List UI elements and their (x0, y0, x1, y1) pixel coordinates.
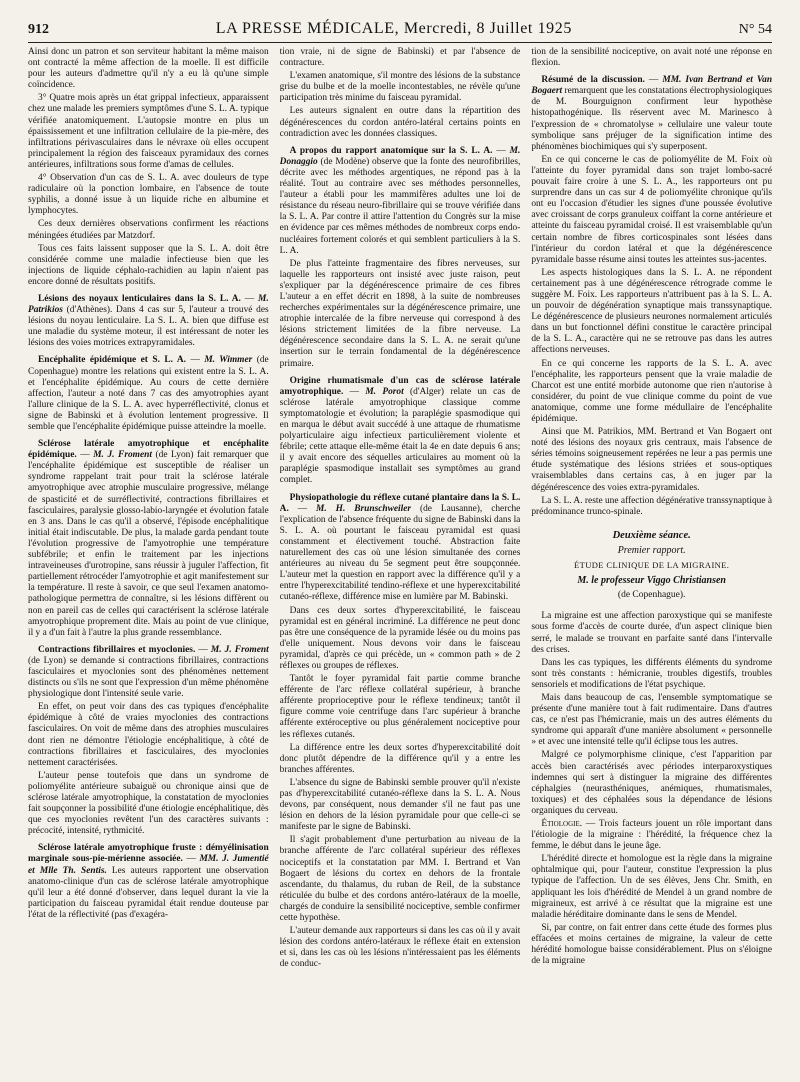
section-author: MM. Ivan Bertrand et Van Bogaert (531, 75, 773, 97)
paragraph: Les auteurs signalent en outre dans la répartition des dégénérescences du cordon antéro-latéral certains points en contradiction avec les données classiques. (279, 106, 521, 139)
paragraph: tion vraie, ni de signe de Babinski) et par l'absence de contracture. (279, 47, 521, 69)
section-author: M. J. Froment (210, 644, 269, 655)
section-title: Origine rhumatismale d'un cas de sclérose latérale amyotrophique. (279, 375, 521, 397)
paragraph: La migraine est une affection paroxystique qui se manifeste sous forme d'accès de courte durée, d'un aspect clinique bien serré, le malade se trouvant en parfaite santé dans l'intervalle des crises. (531, 611, 773, 655)
paragraph: L'hérédité directe et homologue est la règle dans la migraine ophtalmique qui, pour l'auteur, constitue l'expression la plus typique de l'affection. Un de ses élèves, Jens Chr. Smith, en appliquant les lois d'hérédité de Mendel à un grand nombre de migraineux, est arrivé à ce résultat que la migraine est une maladie héréditaire dominante dans le sens de Mendel. (531, 854, 773, 920)
paragraph: tion de la sensibilité nociceptive, on avait noté une réponse en flexion. (531, 47, 773, 69)
paragraph: La différence entre les deux sortes d'hyperexcitabilité doit donc plutôt dépendre de la différence qu'il y a entre les branches afférentes. (279, 742, 521, 775)
section-patrikios: Lésions des noyaux lenticulaires dans la S. L. A. — M. Patrikios (d'Athènes). Dans 4 cas sur 5, l'auteur a trouvé des lésions du noyau lenticulaire. La S. L. A. bien que diffuse est une maladie du système moteur, il est intéressant de noter les lésions des voies motrices extrapyramidales. (28, 293, 269, 349)
paragraph: De plus l'atteinte fragmentaire des fibres nerveuses, sur laquelle les rapporteurs ont insisté avec juste raison, peut s'expliquer par la dégénérescence primaire de ces fibres L'auteur a en effet décrit en 1898, à la suite de nombreuses recherches expérimentales sur la dégénérescence primaire, une atrophie intercalée de la fibre nerveuse qui correspond à des lésions strictement limitées de la fibre nerveuse. La dégénérescence secondaire dans la S. L. A. ne serait qu'une insertion sur le terrain fondamental de la dégénérescence primaire. (279, 258, 521, 369)
paragraph: Ainsi donc un patron et son serviteur habitant la même maison ont contracté la même affection de la moelle. Il est difficile pour les auteurs d'admettre qu'il n'y a eu là qu'une simple coïncidence. (28, 47, 269, 91)
paragraph: Ainsi que M. Patrikios, MM. Bertrand et Van Bogaert ont noté des lésions des noyaux gris centraux, mais l'absence de séries témoins soigneusement repérées ne leur a pas permis une étude systématique des lésions striées et sous-optiques vraisemblables dans certains cas, à en juger par la dégénérescence des voies extra-pyramidales. (531, 427, 773, 493)
journal-title: LA PRESSE MÉDICALE, (215, 20, 400, 37)
paragraph: Ces deux dernières observations confirment les réactions méningées étudiées par Matzdorf. (28, 219, 269, 241)
section-author: M. Donaggio (279, 145, 521, 167)
paragraph: En ce qui concerne les rapports de la S. L. A. avec l'encéphalite, les rapporteurs pensent que la vraie maladie de Charcot est une entité morbide autonome que rien n'autorise à considérer, du point de vue clinique comme du point de vue anatomique, comme une forme médullaire de l'encéphalite épidémique. (531, 358, 773, 424)
section-froment-1: Sclérose latérale amyotrophique et encéphalite épidémique. — M. J. Froment (de Lyon) fait remarquer que l'encéphalite épidémique est susceptible de réaliser un syndrome rappelant trait pour trait la sclérose latérale amyotrophique avec atrophie musculaire progressive, mélange de spasticité et de surréflectivité, contractions fibrillaires et fasciculaires, paralysie glosso-labio-laryngée et évolution fatale en 3 ans. Dans le cas qu'il a observé, l'épisode encéphalitique initial était indiscutable. De plus, la malade garda pendant toute l'évolution progressive de l'amyotrophie une température subfébrile; et enfin le traitement par les injections intraveineuses d'urotropine, sans réussir à juguler l'affection, fit partiellement rétrocéder l'amyotrophie et agit manifestement sur la température. Il reste à savoir, ce que seul l'examen anatomo-pathologique permettra de connaître, si les lésions diffèrent ou non en pareil cas de celles qui caractérisent la sclérose latérale amyotrophique proprement dite. Mais au point de vue clinique, il y a d'un fait à l'autre la plus grande ressemblance. (28, 439, 269, 638)
paragraph: Si, par contre, on fait entrer dans cette étude des formes plus effacées et moins certaines de migraine, la valeur de cette hérédité homologue baisse considérablement. Plus on s'éloigne de la migraine (531, 922, 773, 967)
paragraph: Dans ces deux sortes d'hyperexcitabilité, le faisceau pyramidal est en général incriminé. La différence ne peut donc pas être une conséquence de la pyramide lésée ou du moins pas d'elle uniquement. Nous devons voir dans le faisceau pyramidal, d'après ce qui précède, un « common path » de 2 réflexes ou groupes de réflexes. (279, 605, 521, 671)
section-jumentie: Sclérose latérale amyotrophique fruste : démyélinisation marginale sous-pie-mérienne associée. — MM. J. Jumentié et Mlle Th. Sentis. Les auteurs rapportent une observation anatomo-clinique d'un cas de sclérose latérale amyotrophique qu'il leur a été donné d'observer, dans lequel durant la vie la participation du faisceau pyramidal était rendue douteuse par l'état de la réflectivité (pas d'exagéra- (28, 843, 269, 920)
paragraph: Tous ces faits laissent supposer que la S. L. A. doit être considérée comme une maladie infectieuse bien que les injections de liquide céphalo-rachidien au lapin n'aient pas encore donné de résultats positifs. (28, 243, 269, 287)
section-author: M. H. Brunschweiler (316, 503, 412, 514)
paragraph: Malgré ce polymorphisme clinique, c'est l'apparition par accès bien caractérisés avec périodes interparoxystiques indemnes qui sert à distinguer la migraine des différentes céphalgies (neurasthéniques, anémiques, rhumatismales, toxiques) et des céphalées sous la dépendance de lésions organiques du cerveau. (531, 750, 773, 816)
subsection-text: — Trois facteurs jouent un rôle important dans l'étiologie de la migraine : l'hérédité, la fréquence chez la femme, le début dans le jeune âge. (531, 819, 773, 852)
paragraph: L'auteur pense toutefois que dans un syndrome de poliomyélite antérieure subaiguë ou chronique ainsi que de sclérose latérale amyotrophique, la constatation de myoclonies fait soupçonner la possibilité d'une étiologie encéphalitique, dès que ces myoclonies revêtent l'un des caractères suivants : précocité, intensité, rythmicité. (28, 770, 269, 837)
section-text: (de Lyon) fait remarquer que l'encéphalite épidémique est susceptible de réaliser un syndrome rappelant trait pour trait la sclérose latérale amyotrophique avec atrophie musculaire progressive, mélange de spasticité et de surréflectivité, contractions fibrillaires et fasciculaires, paralysie glosso-labio-laryngée et évolution fatale en 3 ans. Dans le cas qu'il a observé, l'épisode encéphalitique initial était indiscutable. De plus, la malade garda pendant toute l'évolution progressive de l'amyotrophie une température subfébrile; et enfin le traitement par les injections intraveineuses d'urotropine, sans réussir à juguler l'affection, fit partiellement rétrocéder l'amyotrophie et agit manifestement sur la température. Il reste à savoir, ce que seul l'examen anatomo-pathologique permettra de connaître, si les lésions diffèrent ou non en pareil cas de celles qui caractérisent la sclérose latérale amyotrophique proprement dite. Mais au point de vue clinique, il y a d'un fait à l'autre la plus grande ressemblance. (28, 450, 269, 638)
report-author: M. le professeur Viggo Christiansen (577, 575, 726, 587)
column-right (531, 47, 772, 1076)
report-heading: Premier rapport. (617, 544, 686, 556)
section-porot: Origine rhumatismale d'un cas de sclérose latérale amyotrophique. — M. Porot (d'Alger) relate un cas de sclérose latérale amyotrophique classique comme symptomatologie et évolution; la paraplégie spasmodique qui en marqua le début avait succédé à une attaque de rhumatisme polyarticulaire aigu infectieux particulièrement violente et fébrile; cette attaque elle-même était la 4e en date depuis 6 ans; il y avait encore des séquelles articulaires au moment où la paraplégie spasmodique installait ses symptômes au grand complet. (279, 375, 521, 486)
section-text: (d'Alger) relate un cas de sclérose latérale amyotrophique classique comme symptomatologie et évolution; la paraplégie spasmodique qui en marqua le début avait succédé à une attaque de rhumatisme polyarticulaire aigu infectieux particulièrement violente et fébrile; cette attaque elle-même était la 4e en date depuis 6 ans; il y avait encore des séquelles articulaires au moment où la paraplégie spasmodique installait ses symptômes au grand complet. (279, 386, 521, 486)
section-text: Les auteurs rapportent une observation anatomo-clinique d'un cas de sclérose latérale amyotrophique qu'il leur a été donné d'observer, dans lequel durant la vie la participation du faisceau pyramidal était rendue douteuse par l'état de la réflectivité (pas d'exagéra- (28, 865, 269, 920)
session-heading: Deuxième séance. (612, 529, 691, 541)
section-text: remarquent que les constatations électrophysiologiques de M. Bourguignon confirment leur hypothèse histopathogénique. Ils réservent avec M. Marinesco à l'expression de « chromatolyse » cellulaire une valeur toute symbolique sans préjuger de la signification intime des phénomènes biochimiques qui s'y superposent. (531, 86, 773, 152)
paragraph: L'examen anatomique, s'il montre des lésions de la substance grise du bulbe et de la moelle incontestables, ne révèle qu'une participation très minime du faisceau pyramidal. (279, 71, 521, 104)
paragraph: 4° Observation d'un cas de S. L. A. avec douleurs de type radiculaire où la ponction lombaire, en l'absence de toute syphilis, a donné issue à un liquide riche en albumine et lymphocytes. (28, 173, 269, 217)
section-author: M. J. Froment (93, 450, 152, 461)
paragraph: Il s'agit probablement d'une perturbation au niveau de la branche afférente de l'arc collatéral supérieur des réflexes nociceptifs et la constatation par MM. I. Bertrand et Van Bogaert de lésions du cortex en dehors de la frontale ascendante, du thalamus, du ruban de Reil, de la substance réticulée du bulbe et des cordons antéro-latéraux de la moelle, chargés de conduire la sensibilité nociceptive, semble confirmer cette hypothèse. (279, 835, 521, 924)
paragraph: Tantôt le foyer pyramidal fait partie comme branche efférente de l'arc réflexe collatéral supérieur, à branche afférente proprioceptive pour le réflexe tendineux; tantôt il figure comme voie centrifuge dans l'arc supérieur à branche afférente extéroceptive ou plus généralement nociceptive pour les réflexes cutanés. (279, 674, 521, 740)
text-columns (28, 47, 772, 1076)
issue-number: N° 54 (738, 22, 772, 37)
section-title: A propos du rapport anatomique sur la S. L. A. (289, 145, 493, 156)
paragraph: L'absence du signe de Babinski semble prouver qu'il n'existe pas d'hyperexcitabilité cutanéo-réflexe dans la S. L. A. Nous devons, par conséquent, nous demander s'il ne faut pas une lésion en dehors de la lésion pyramidale pour que celle-ci se manifeste par le signe de Babinski. (279, 777, 521, 833)
issue-date: Mercredi, 8 Juillet 1925 (403, 20, 572, 37)
section-title: Sclérose latérale amyotrophique fruste : démyélinisation marginale sous-pie-mérienne associée. (28, 843, 269, 865)
paragraph: La S. L. A. reste une affection dégénérative transsynaptique à prédominance trunco-spinale. (531, 495, 773, 517)
section-author: MM. J. Jumentié et Mlle Th. Sentis. (28, 854, 269, 876)
section-title: Physiopathologie du réflexe cutané plantaire dans la S. L. A. (279, 492, 521, 514)
section-brunschweiler: Physiopathologie du réflexe cutané plantaire dans la S. L. A. — M. H. Brunschweiler (de Lausanne), cherche l'explication de l'absence fréquente du signe de Babinski dans la S. L. A. où pourtant le faisceau pyramidal est quasi constamment et électivement touché. Abstraction faite naturellement des cas où une lésion simultanée des cornes antérieures au niveau du 5e segment peut être soupçonnée. L'auteur met la question en rapport avec la différence qu'il y a entre l'hyperexcitabilité tendino-réflexe et une hyperexcitabilité cutanéo-réflexe, différence mise en lumière par M. Babinski. (279, 492, 521, 603)
section-text: (de Copenhague) montre les relations qui existent entre la S. L. A. et l'encéphalite épidémique. Au cours de cette dernière affection, l'auteur a noté dans 7 cas des amyotrophies ayant l'allure clinique de la S. L. A. avec hyperréflectivité, clonus et signe de Babinski et à évolution lentement progressive. Il semble que l'encéphalite épidémique puisse atteindre la moelle. (28, 355, 269, 432)
column-left (28, 47, 269, 1076)
paragraph: Les aspects histologiques dans la S. L. A. ne répondent certainement pas à une dégénérescence rétrograde comme le suggère M. Foix. Les rapporteurs n'attribuent pas à la S. L. A. un pouvoir de dégénération synaptique mais transsynaptique. Le dégénérescence de plusieurs neurones normalement articulés dans un but fonctionnel défini constitue le caractère principal de la S. L. A., caractère qui ne se retrouve pas dans les autres affections nerveuses. (531, 267, 773, 356)
section-wimmer: Encéphalite épidémique et S. L. A. — M. Wimmer (de Copenhague) montre les relations qui existent entre la S. L. A. et l'encéphalite épidémique. Au cours de cette dernière affection, l'auteur a noté dans 7 cas des amyotrophies ayant l'allure clinique de la S. L. A. avec hyperréflectivité, clonus et signe de Babinski et à évolution lentement progressive. Il semble que l'encéphalite épidémique puisse atteindre la moelle. (28, 355, 269, 432)
section-discussion-summary: Résumé de la discussion. — MM. Ivan Bertrand et Van Bogaert remarquent que les constatations électrophysiologiques de M. Bourguignon confirment leur hypothèse histopathogénique. Ils réservent avec M. Marinesco à l'expression de « chromatolyse » cellulaire une valeur toute symbolique sans préjuger de la signification intime des phénomènes biochimiques qui s'y superposent. (531, 75, 773, 152)
section-title: Résumé de la discussion. (541, 75, 645, 86)
section-title: Contractions fibrillaires et myoclonies. (38, 644, 196, 655)
section-title: Lésions des noyaux lenticulaires dans la S. L. A. (38, 293, 241, 304)
section-text: (de Modène) observe que la fonte des neurofibrilles, décrite avec les méthodes argentiques, ne répond pas à la réalité. Tout au contraire avec ses méthodes personnelles, l'auteur a établi pour les mammifères adultes une loi de résistance du réseau neuro-fibrillaire qui se trouve vérifiée dans la S. L. A. Par contre il attire l'attention du Congrès sur la mise en évidence par ces mêmes méthodes de nombreux corps endo-nucléaires fortement colorés et qui semblent particuliers à la S. L. A. (279, 156, 521, 256)
paragraph: L'auteur demande aux rapporteurs si dans les cas où il y avait lésion des cordons antéro-latéraux le réflexe était en extension et si, dans les cas où les lésions n'intéressaient pas les éléments de conduc- (279, 926, 521, 970)
section-title: Sclérose latérale amyotrophique et encéphalite épidémique. (28, 439, 269, 461)
paragraph: Dans les cas typiques, les différents éléments du syndrome sont très constants : hémicranie, troubles digestifs, troubles sensoriels et modifications de l'état psychique. (531, 657, 773, 690)
paragraph: Mais dans beaucoup de cas, l'ensemble symptomatique se présente d'une manière tout à fait rudimentaire. Dans d'autres cas, ce n'est pas l'hémicranie, mais un des autres éléments du syndrome qui apparaît d'une manière absolument « personnelle » et avec une intensité telle qu'il éclipse tous les autres. (531, 692, 773, 748)
section-text: (d'Athènes). Dans 4 cas sur 5, l'auteur a trouvé des lésions du noyau lenticulaire. La S. L. A. bien que diffuse est une maladie du système moteur, il est intéressant de noter les lésions des voies motrices extrapyramidales. (28, 305, 269, 349)
section-title: Encéphalite épidémique et S. L. A. (38, 355, 187, 366)
section-froment-2: Contractions fibrillaires et myoclonies. — M. J. Froment (de Lyon) se demande si contractions fibrillaires, contractions fasciculaires et myoclonies sont des phénomènes nettement distincts ou s'ils ne sont que l'expression d'un même phénomène physiologique dont l'intensité seule varie. (28, 644, 269, 700)
paragraph: 3° Quatre mois après un état grippal infectieux, apparaissent chez une malade les premiers symptômes d'une S. L. A. typique vérifiée anatomiquement. L'autopsie montre en plus un épaississement et une infiltration cellulaire de la pie-mère, des infiltrations périvasculaires dans le névraxe où elles occupent principalement la région des faisceaux pyramidaux des cornes antérieures, infiltrations sous forme d'amas de cellules. (28, 93, 269, 170)
study-heading: ÉTUDE CLINIQUE DE LA MIGRAINE. (574, 560, 730, 571)
section-author: M. Wimmer (204, 355, 253, 366)
report-author-origin: (de Copenhague). (617, 590, 686, 601)
page-number: 912 (28, 22, 49, 37)
paragraph: En ce qui concerne le cas de poliomyélite de M. Foix où l'atteinte du foyer pyramidal dans son trajet lombo-sacré pouvait faire croire à une S. L. A., les rapporteurs ont pu surprendre dans un cas sur 4 de poliomyélite chronique qu'ils ont eu l'occasion d'étudier les signes d'une poussée évolutive avec croissant de corps granuleux coiffant la corne antérieure et atteinte du faisceau pyramidal croisé. Il est vraisemblable qu'un certain nombre de fibres corticospinales sont lésées dans l'intérieur du cordon latéral et que la dégénérescence pyramidale basse résume ainsi toutes les atteintes sus-jacentes. (531, 154, 773, 265)
paragraph: En effet, on peut voir dans des cas typiques d'encéphalite épidémique à côté de vraies myoclonies des contractions fasciculaires. On voit de même dans des atrophies musculaires dont rien ne démontre l'étiologie encéphalitique, à côté de contractions fibrillaires et fasciculaires, des myoclonies nettement caractérisées. (28, 702, 269, 768)
column-middle (280, 47, 521, 1076)
page-header (28, 8, 772, 43)
subsection-lead: Étiologie. (541, 819, 583, 829)
masthead (216, 20, 572, 38)
section-donaggio: A propos du rapport anatomique sur la S. L. A. — M. Donaggio (de Modène) observe que la fonte des neurofibrilles, décrite avec les méthodes argentiques, ne répond pas à la réalité. Tout au contraire avec ses méthodes personnelles, l'auteur a établi pour les mammifères adultes une loi de résistance du réseau neuro-fibrillaire qui se trouve vérifiée dans la S. L. A. Par contre il attire l'attention du Congrès sur la mise en évidence par ces mêmes méthodes de nombreux corps endo-nucléaires fortement colorés et qui semblent particuliers à la S. L. A. (279, 145, 521, 256)
section-author: M. Porot (365, 386, 404, 397)
paragraph-etiologie (531, 819, 772, 852)
section-author: M. Patrikios (28, 293, 269, 316)
section-text: (de Lyon) se demande si contractions fibrillaires, contractions fasciculaires et myoclonies sont des phénomènes nettement distincts ou s'ils ne sont que l'expression d'un même phénomène physiologique dont l'intensité seule varie. (28, 655, 269, 700)
section-text: (de Lausanne), cherche l'explication de l'absence fréquente du signe de Babinski dans la S. L. A. où pourtant le faisceau pyramidal est quasi constamment et électivement touché. Abstraction faite naturellement des cas où une lésion simultanée des cornes antérieures au niveau du 5e segment peut être soupçonnée. L'auteur met la question en rapport avec la différence qu'il y a entre l'hyperexcitabilité tendino-réflexe et une hyperexcitabilité cutanéo-réflexe, différence mise en lumière par M. Babinski. (279, 503, 521, 603)
